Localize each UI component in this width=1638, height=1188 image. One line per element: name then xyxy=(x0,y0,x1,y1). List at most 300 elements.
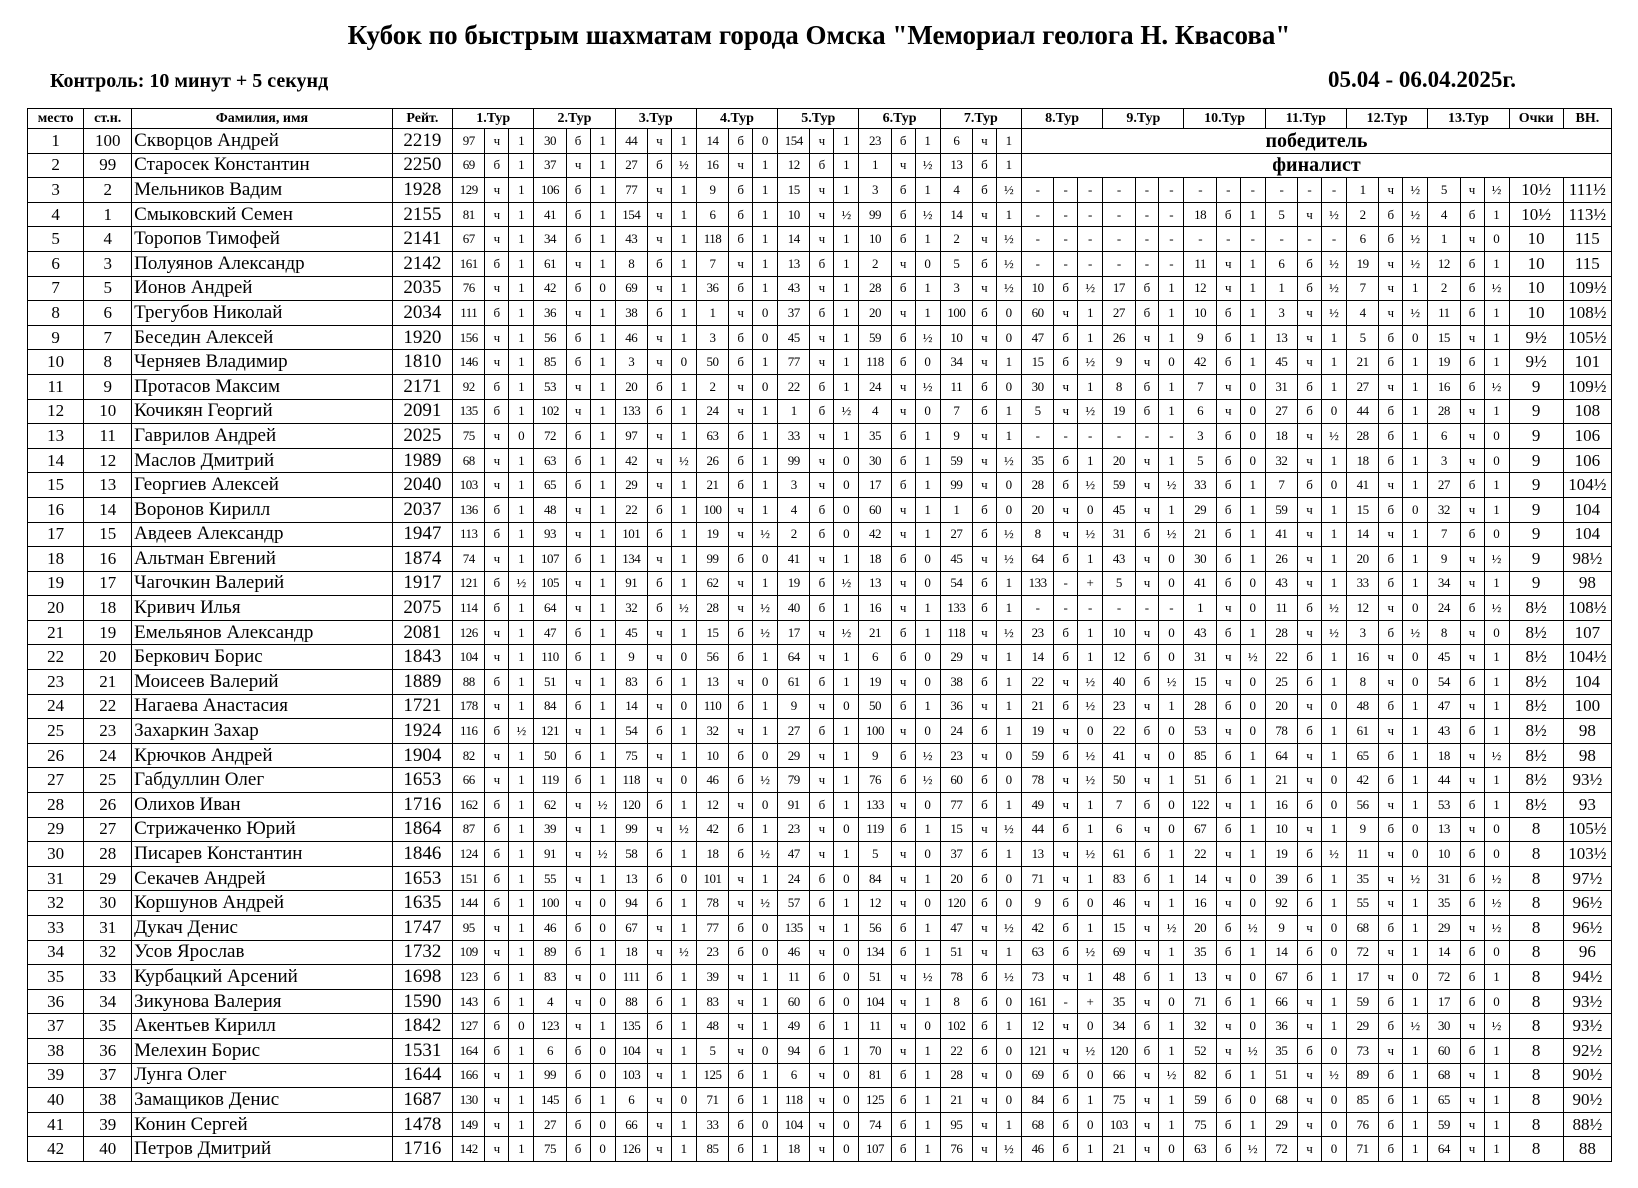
color-cell: ч xyxy=(647,424,671,449)
opponent-cell: 124 xyxy=(453,842,485,867)
table-row xyxy=(28,620,1612,645)
color-cell: б xyxy=(1135,374,1159,399)
result-cell: 0 xyxy=(1159,350,1184,375)
opponent-cell: 2 xyxy=(859,251,891,276)
result-cell: 1 xyxy=(1240,1063,1265,1088)
color-cell: ч xyxy=(810,276,834,301)
color-cell: ч xyxy=(810,768,834,793)
opponent-cell: 21 xyxy=(940,1088,972,1113)
result-cell: 0 xyxy=(1322,694,1347,719)
opponent-cell: 156 xyxy=(453,325,485,350)
rating-cell: 1904 xyxy=(392,743,452,768)
result-cell: ½ xyxy=(1078,670,1103,695)
points-cell: 8 xyxy=(1509,1112,1563,1137)
result-cell: 1 xyxy=(671,547,696,572)
opponent-cell: 46 xyxy=(778,940,810,965)
result-cell: ½ xyxy=(1484,743,1509,768)
opponent-cell: 101 xyxy=(696,866,728,891)
result-cell: ½ xyxy=(1078,768,1103,793)
opponent-cell: 15 xyxy=(1347,497,1379,522)
tournament-dates: 05.04 - 06.04.2025г. xyxy=(1327,67,1516,92)
points-cell: 9 xyxy=(1509,547,1563,572)
color-cell: ч xyxy=(810,916,834,941)
opponent-cell: 31 xyxy=(1103,522,1135,547)
result-cell: ½ xyxy=(996,817,1021,842)
color-cell: б xyxy=(1216,325,1240,350)
opponent-cell: 46 xyxy=(696,768,728,793)
result-cell: 1 xyxy=(834,129,859,154)
rating-cell: 1698 xyxy=(392,965,452,990)
result-cell: 0 xyxy=(1322,916,1347,941)
opponent-cell: 3 xyxy=(1184,424,1216,449)
opponent-cell: 103 xyxy=(453,473,485,498)
result-cell: ½ xyxy=(996,276,1021,301)
opponent-cell: 20 xyxy=(1184,916,1216,941)
result-cell: - xyxy=(1078,227,1103,252)
color-cell: ч xyxy=(647,227,671,252)
start-number-cell: 2 xyxy=(84,178,132,203)
color-cell: - xyxy=(1135,202,1159,227)
color-cell: ч xyxy=(1054,1014,1078,1039)
table-row xyxy=(28,276,1612,301)
color-cell: б xyxy=(1216,768,1240,793)
start-number-cell: 31 xyxy=(84,916,132,941)
opponent-cell: 161 xyxy=(453,251,485,276)
opponent-cell: 4 xyxy=(1347,301,1379,326)
color-cell: ч xyxy=(1298,1014,1322,1039)
opponent-cell: 3 xyxy=(778,473,810,498)
color-cell: ч xyxy=(485,940,509,965)
result-cell: 1 xyxy=(996,1112,1021,1137)
result-cell: 1 xyxy=(590,350,615,375)
opponent-cell: 16 xyxy=(1428,374,1460,399)
result-cell: 1 xyxy=(671,620,696,645)
opponent-cell: 78 xyxy=(1265,719,1297,744)
result-cell: 1 xyxy=(509,350,534,375)
color-cell: ч xyxy=(566,522,590,547)
opponent-cell: 95 xyxy=(453,916,485,941)
result-cell: 1 xyxy=(1240,251,1265,276)
opponent-cell: 59 xyxy=(1428,1112,1460,1137)
opponent-cell: 42 xyxy=(1184,350,1216,375)
rating-cell: 1721 xyxy=(392,694,452,719)
opponent-cell: 56 xyxy=(534,325,566,350)
color-cell: б xyxy=(1298,793,1322,818)
opponent-cell: 29 xyxy=(778,743,810,768)
opponent-cell: 17 xyxy=(778,620,810,645)
opponent-cell: 33 xyxy=(778,424,810,449)
result-cell: ½ xyxy=(996,547,1021,572)
result-cell: 1 xyxy=(509,989,534,1014)
result-cell: ½ xyxy=(1240,645,1265,670)
color-cell: б xyxy=(1379,620,1403,645)
opponent-cell: 100 xyxy=(696,497,728,522)
result-cell: 1 xyxy=(509,202,534,227)
color-cell: б xyxy=(729,473,753,498)
color-cell: ч xyxy=(647,1137,671,1162)
result-cell: 1 xyxy=(753,1063,778,1088)
opponent-cell: 10 xyxy=(778,202,810,227)
result-cell: ½ xyxy=(996,448,1021,473)
result-cell: 1 xyxy=(1240,793,1265,818)
opponent-cell: 22 xyxy=(1103,719,1135,744)
place-cell: 3 xyxy=(28,178,84,203)
opponent-cell: 29 xyxy=(1347,1014,1379,1039)
table-row xyxy=(28,793,1612,818)
color-cell: ч xyxy=(647,129,671,154)
opponent-cell: 36 xyxy=(940,694,972,719)
opponent-cell: 65 xyxy=(534,473,566,498)
opponent-cell: 17 xyxy=(1103,276,1135,301)
result-cell: ½ xyxy=(1159,522,1184,547)
color-cell: ч xyxy=(891,251,915,276)
color-cell: ч xyxy=(1216,719,1240,744)
result-cell: 1 xyxy=(1240,842,1265,867)
opponent-cell: 28 xyxy=(859,276,891,301)
result-cell: 1 xyxy=(834,547,859,572)
result-cell: 1 xyxy=(915,866,940,891)
color-cell: - xyxy=(1216,227,1240,252)
buchholz-cell: 104 xyxy=(1563,522,1611,547)
result-cell: 0 xyxy=(671,350,696,375)
buchholz-cell: 115 xyxy=(1563,227,1611,252)
start-number-cell: 23 xyxy=(84,719,132,744)
result-cell: 0 xyxy=(1159,719,1184,744)
color-cell: б xyxy=(566,1112,590,1137)
result-cell: 0 xyxy=(915,350,940,375)
color-cell: ч xyxy=(729,891,753,916)
opponent-cell: 11 xyxy=(1265,596,1297,621)
result-cell: ½ xyxy=(915,374,940,399)
color-cell: б xyxy=(566,940,590,965)
result-cell: 1 xyxy=(1159,325,1184,350)
opponent-cell: 134 xyxy=(615,547,647,572)
color-cell: б xyxy=(1379,227,1403,252)
rating-cell: 1989 xyxy=(392,448,452,473)
result-cell: 0 xyxy=(671,768,696,793)
opponent-cell: 6 xyxy=(778,1063,810,1088)
color-cell: ч xyxy=(566,399,590,424)
color-cell: б xyxy=(1216,448,1240,473)
color-cell: - xyxy=(1135,596,1159,621)
opponent-cell: 2 xyxy=(778,522,810,547)
opponent-cell: 9 xyxy=(1184,325,1216,350)
opponent-cell: 5 xyxy=(859,842,891,867)
color-cell: ч xyxy=(1460,817,1484,842)
result-cell: 1 xyxy=(590,325,615,350)
start-number-cell: 18 xyxy=(84,596,132,621)
color-cell: ч xyxy=(1460,1063,1484,1088)
color-cell: ч xyxy=(891,596,915,621)
opponent-cell: 21 xyxy=(1347,350,1379,375)
opponent-cell: 135 xyxy=(615,1014,647,1039)
result-cell: 0 xyxy=(753,1112,778,1137)
opponent-cell: - xyxy=(1021,178,1053,203)
result-cell: 1 xyxy=(509,817,534,842)
color-cell: б xyxy=(1460,891,1484,916)
color-cell: ч xyxy=(1379,965,1403,990)
result-cell: 1 xyxy=(671,497,696,522)
result-cell: 1 xyxy=(915,276,940,301)
buchholz-cell: 105½ xyxy=(1563,817,1611,842)
result-cell: ½ xyxy=(915,153,940,178)
start-number-cell: 6 xyxy=(84,301,132,326)
table-row xyxy=(28,768,1612,793)
result-cell: 1 xyxy=(671,916,696,941)
color-cell: б xyxy=(1054,1063,1078,1088)
opponent-cell: 6 xyxy=(1103,817,1135,842)
color-cell: ч xyxy=(1135,1063,1159,1088)
color-cell: б xyxy=(972,866,996,891)
color-cell: б xyxy=(972,793,996,818)
points-cell: 8 xyxy=(1509,842,1563,867)
result-cell: 0 xyxy=(753,940,778,965)
result-cell: 1 xyxy=(1159,768,1184,793)
result-cell: 1 xyxy=(1159,842,1184,867)
result-cell: ½ xyxy=(1403,1014,1428,1039)
color-cell: ч xyxy=(810,645,834,670)
color-cell: ч xyxy=(647,817,671,842)
opponent-cell: 43 xyxy=(1184,620,1216,645)
result-cell: 1 xyxy=(1078,866,1103,891)
result-cell: 1 xyxy=(753,153,778,178)
opponent-cell: 67 xyxy=(615,916,647,941)
color-cell: - xyxy=(1135,251,1159,276)
color-cell: б xyxy=(1216,1063,1240,1088)
result-cell: 0 xyxy=(1484,620,1509,645)
result-cell: 1 xyxy=(834,251,859,276)
opponent-cell: 42 xyxy=(1021,916,1053,941)
result-cell: ½ xyxy=(915,743,940,768)
opponent-cell: 14 xyxy=(1428,940,1460,965)
opponent-cell: 15 xyxy=(1428,325,1460,350)
color-cell: б xyxy=(566,129,590,154)
buchholz-cell: 101 xyxy=(1563,350,1611,375)
color-cell: ч xyxy=(1379,940,1403,965)
player-name-cell: Стрижаченко Юрий xyxy=(132,817,392,842)
header-round: 8.Тур xyxy=(1021,109,1102,129)
result-cell: - xyxy=(1240,227,1265,252)
place-cell: 8 xyxy=(28,301,84,326)
color-cell: ч xyxy=(972,276,996,301)
place-cell: 17 xyxy=(28,522,84,547)
color-cell: б xyxy=(891,202,915,227)
result-cell: 1 xyxy=(1403,1088,1428,1113)
result-cell: 0 xyxy=(1078,1014,1103,1039)
color-cell: ч xyxy=(810,178,834,203)
points-cell: 9 xyxy=(1509,522,1563,547)
rating-cell: 1747 xyxy=(392,916,452,941)
opponent-cell: 69 xyxy=(1103,940,1135,965)
table-row xyxy=(28,522,1612,547)
opponent-cell: 30 xyxy=(1428,1014,1460,1039)
result-cell: 1 xyxy=(1240,547,1265,572)
player-name-cell: Смыковский Семен xyxy=(132,202,392,227)
table-row xyxy=(28,129,1612,154)
table-row xyxy=(28,153,1612,178)
color-cell: б xyxy=(972,1038,996,1063)
color-cell: ч xyxy=(1054,719,1078,744)
result-cell: 1 xyxy=(915,989,940,1014)
color-cell: б xyxy=(891,694,915,719)
color-cell: б xyxy=(891,178,915,203)
color-cell: б xyxy=(1216,522,1240,547)
result-cell: 1 xyxy=(509,694,534,719)
result-cell: 1 xyxy=(753,424,778,449)
opponent-cell: 27 xyxy=(615,153,647,178)
opponent-cell: 5 xyxy=(1021,399,1053,424)
result-cell: 1 xyxy=(1240,350,1265,375)
result-cell: 1 xyxy=(590,227,615,252)
result-cell: ½ xyxy=(1159,473,1184,498)
color-cell: б xyxy=(1054,350,1078,375)
rating-cell: 1810 xyxy=(392,350,452,375)
color-cell: б xyxy=(1216,694,1240,719)
color-cell: б xyxy=(1054,1137,1078,1162)
color-cell: ч xyxy=(810,620,834,645)
points-cell: 8½ xyxy=(1509,620,1563,645)
color-cell: б xyxy=(729,842,753,867)
color-cell: б xyxy=(810,374,834,399)
rating-cell: 1842 xyxy=(392,1014,452,1039)
color-cell: ч xyxy=(1216,842,1240,867)
result-cell: ½ xyxy=(1159,670,1184,695)
opponent-cell: 68 xyxy=(1265,1088,1297,1113)
color-cell: б xyxy=(891,1088,915,1113)
color-cell: б xyxy=(1135,670,1159,695)
opponent-cell: 15 xyxy=(1103,916,1135,941)
color-cell: б xyxy=(1460,374,1484,399)
result-cell: 1 xyxy=(1078,1088,1103,1113)
opponent-cell: 13 xyxy=(615,866,647,891)
result-cell: 1 xyxy=(590,1088,615,1113)
opponent-cell: 42 xyxy=(534,276,566,301)
result-cell: 1 xyxy=(1403,940,1428,965)
result-cell: ½ xyxy=(509,719,534,744)
result-cell: ½ xyxy=(996,1137,1021,1162)
color-cell: б xyxy=(1054,473,1078,498)
player-name-cell: Ионов Андрей xyxy=(132,276,392,301)
opponent-cell: 91 xyxy=(615,571,647,596)
opponent-cell: 53 xyxy=(1428,793,1460,818)
color-cell: б xyxy=(1460,940,1484,965)
result-cell: 1 xyxy=(509,793,534,818)
opponent-cell: 166 xyxy=(453,1063,485,1088)
color-cell: ч xyxy=(1135,989,1159,1014)
color-cell: б xyxy=(810,522,834,547)
result-cell: 0 xyxy=(1403,497,1428,522)
opponent-cell: 118 xyxy=(615,768,647,793)
buchholz-cell: 98 xyxy=(1563,719,1611,744)
opponent-cell: 45 xyxy=(615,620,647,645)
color-cell: ч xyxy=(1135,743,1159,768)
buchholz-cell: 98 xyxy=(1563,743,1611,768)
result-cell: 0 xyxy=(1484,522,1509,547)
result-cell: 0 xyxy=(1484,817,1509,842)
result-cell: 1 xyxy=(671,989,696,1014)
color-cell: б xyxy=(810,251,834,276)
color-cell: б xyxy=(647,251,671,276)
opponent-cell: 13 xyxy=(1428,817,1460,842)
result-cell: 1 xyxy=(834,153,859,178)
opponent-cell: 10 xyxy=(859,227,891,252)
result-cell: 0 xyxy=(753,670,778,695)
color-cell: ч xyxy=(1135,694,1159,719)
result-cell: 0 xyxy=(915,842,940,867)
opponent-cell: 64 xyxy=(1021,547,1053,572)
result-cell: ½ xyxy=(1322,301,1347,326)
result-cell: 1 xyxy=(1078,325,1103,350)
result-cell: 1 xyxy=(834,768,859,793)
color-cell: б xyxy=(566,1137,590,1162)
opponent-cell: 69 xyxy=(615,276,647,301)
opponent-cell: 111 xyxy=(453,301,485,326)
result-cell: 1 xyxy=(671,251,696,276)
opponent-cell: 83 xyxy=(1103,866,1135,891)
opponent-cell: 102 xyxy=(940,1014,972,1039)
header-round: 10.Тур xyxy=(1184,109,1265,129)
color-cell: ч xyxy=(485,448,509,473)
points-cell: 9½ xyxy=(1509,350,1563,375)
points-cell: 10 xyxy=(1509,276,1563,301)
opponent-cell: 4 xyxy=(859,399,891,424)
color-cell: б xyxy=(566,350,590,375)
color-cell: ч xyxy=(485,768,509,793)
buchholz-cell: 104½ xyxy=(1563,645,1611,670)
result-cell: 1 xyxy=(671,793,696,818)
result-cell: 0 xyxy=(509,1014,534,1039)
opponent-cell: 20 xyxy=(1265,694,1297,719)
result-cell: 0 xyxy=(1484,989,1509,1014)
color-cell: б xyxy=(972,596,996,621)
opponent-cell: 22 xyxy=(615,497,647,522)
color-cell: б xyxy=(1135,645,1159,670)
opponent-cell: 27 xyxy=(1265,399,1297,424)
buchholz-cell: 108 xyxy=(1563,399,1611,424)
color-cell: б xyxy=(1379,497,1403,522)
color-cell: ч xyxy=(1298,694,1322,719)
player-name-cell: Беседин Алексей xyxy=(132,325,392,350)
opponent-cell: 28 xyxy=(1265,620,1297,645)
opponent-cell: - xyxy=(1103,424,1135,449)
color-cell: б xyxy=(972,522,996,547)
opponent-cell: 6 xyxy=(859,645,891,670)
color-cell: ч xyxy=(1298,325,1322,350)
color-cell: б xyxy=(891,473,915,498)
result-cell: 1 xyxy=(1322,547,1347,572)
opponent-cell: 35 xyxy=(859,424,891,449)
rating-cell: 1843 xyxy=(392,645,452,670)
result-cell: 1 xyxy=(590,448,615,473)
color-cell: б xyxy=(647,866,671,891)
place-cell: 19 xyxy=(28,571,84,596)
result-cell: 0 xyxy=(996,768,1021,793)
opponent-cell: 100 xyxy=(940,301,972,326)
place-cell: 20 xyxy=(28,596,84,621)
result-cell: 0 xyxy=(1240,670,1265,695)
place-cell: 31 xyxy=(28,866,84,891)
opponent-cell: - xyxy=(1265,178,1297,203)
color-cell: б xyxy=(729,817,753,842)
color-cell: б xyxy=(647,399,671,424)
result-cell: 1 xyxy=(915,940,940,965)
color-cell: ч xyxy=(566,301,590,326)
header-round: 13.Тур xyxy=(1428,109,1509,129)
result-cell: 1 xyxy=(509,743,534,768)
color-cell: ч xyxy=(729,522,753,547)
color-cell: ч xyxy=(1379,645,1403,670)
result-cell: 1 xyxy=(1240,276,1265,301)
